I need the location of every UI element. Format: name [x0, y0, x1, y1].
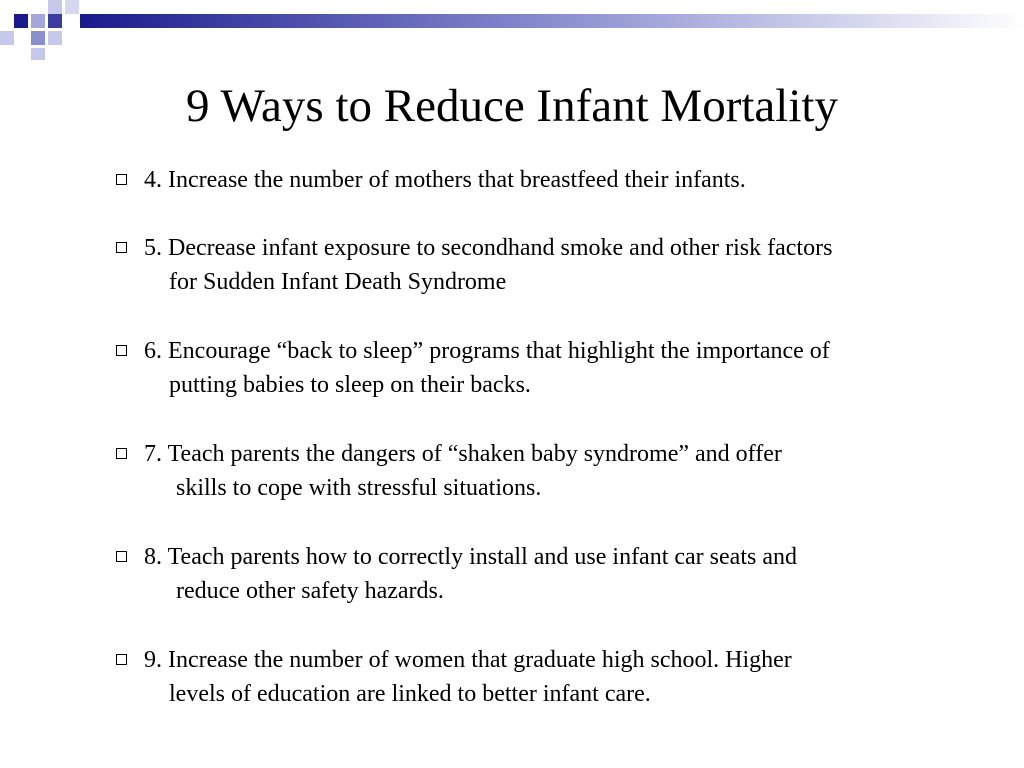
bullet-text: 8. Teach parents how to correctly install and use infant car seats and: [144, 544, 797, 570]
deco-square: [48, 0, 62, 14]
deco-square: [31, 31, 45, 45]
hollow-square-icon: [116, 654, 127, 665]
bullet-text-continuation: levels of education are linked to better infant care.: [169, 681, 651, 707]
bullet-list: [114, 163, 1004, 746]
deco-square: [65, 0, 79, 14]
hollow-square-icon: [116, 448, 127, 459]
bullet-text-continuation: reduce other safety hazards.: [176, 578, 444, 604]
bullet-text-continuation: putting babies to sleep on their backs.: [169, 372, 531, 398]
bullet-item: [114, 643, 1004, 711]
bullet-text-continuation: for Sudden Infant Death Syndrome: [169, 269, 507, 295]
bullet-text: 5. Decrease infant exposure to secondhand smoke and other risk factors: [144, 235, 833, 261]
hollow-square-icon: [116, 242, 127, 253]
hollow-square-icon: [116, 174, 127, 185]
bullet-text: 9. Increase the number of women that graduate high school. Higher: [144, 647, 792, 673]
deco-square: [14, 14, 28, 28]
corner-decoration: [0, 0, 1024, 60]
slide-title: 9 Ways to Reduce Infant Mortality: [186, 80, 838, 132]
deco-square: [31, 48, 45, 60]
bullet-text: 6. Encourage “back to sleep” programs that highlight the importance of: [144, 338, 830, 364]
deco-square: [48, 14, 62, 28]
bullet-text: 7. Teach parents the dangers of “shaken baby syndrome” and offer: [144, 441, 782, 467]
deco-square: [31, 14, 45, 28]
bullet-text-continuation: skills to cope with stressful situations.: [176, 475, 542, 501]
bullet-item: [114, 163, 1004, 197]
bullet-item: [114, 334, 1004, 402]
bullet-item: [114, 437, 1004, 505]
bullet-item: [114, 231, 1004, 299]
bullet-item: [114, 540, 1004, 608]
deco-square: [0, 31, 14, 45]
hollow-square-icon: [116, 551, 127, 562]
bullet-text: 4. Increase the number of mothers that breastfeed their infants.: [144, 167, 746, 193]
gradient-bar: [80, 14, 1024, 28]
deco-square: [48, 31, 62, 45]
hollow-square-icon: [116, 345, 127, 356]
